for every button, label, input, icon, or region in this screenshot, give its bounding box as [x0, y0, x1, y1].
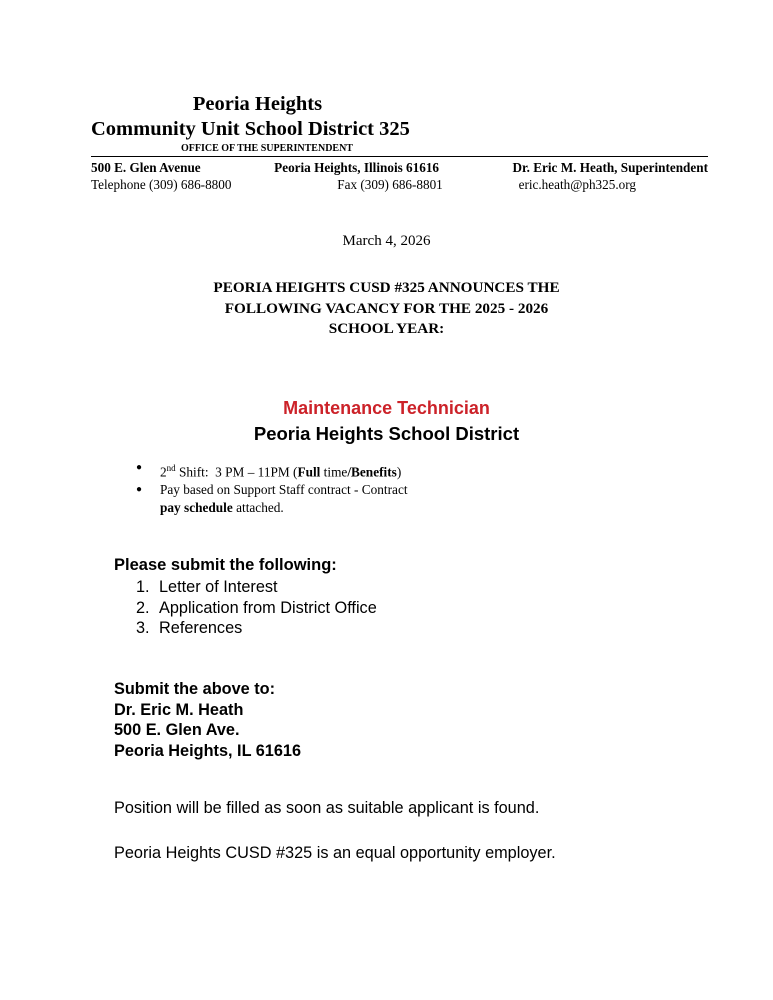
letterhead-address: 500 E. Glen Avenue — [91, 160, 201, 175]
closing-fill-note: Position will be filled as soon as suitable applicant is found. — [114, 799, 540, 817]
announcement-heading — [0, 278, 773, 340]
letterhead-office: OFFICE OF THE SUPERINTENDENT — [181, 143, 353, 154]
letter-date: March 4, 2026 — [342, 233, 431, 249]
list-item: 1. Letter of Interest — [136, 578, 278, 596]
letterhead-divider — [91, 156, 708, 157]
submit-to-block — [114, 679, 301, 761]
position-district: Peoria Heights School District — [253, 423, 520, 444]
letterhead-name-line2: Community Unit School District 325 — [91, 118, 410, 140]
letterhead-superintendent: Dr. Eric M. Heath, Superintendent — [512, 160, 708, 175]
detail-shift-text: 2nd Shift: 3 PM – 11PM (Full time/Benefits) — [160, 463, 402, 480]
list-item: 3. References — [136, 619, 243, 637]
detail-pay-line2: pay schedule attached. — [160, 500, 284, 516]
letterhead-telephone: Telephone (309) 686-8800 — [91, 177, 232, 192]
letterhead-fax: Fax (309) 686-8801 — [337, 177, 443, 192]
letterhead-name-line1: Peoria Heights — [192, 93, 323, 115]
letterhead-city: Peoria Heights, Illinois 61616 — [274, 160, 439, 175]
letterhead-email: eric.heath@ph325.org — [518, 177, 636, 192]
closing-eoe-note: Peoria Heights CUSD #325 is an equal opportunity employer. — [114, 844, 556, 862]
submit-to-name: Dr. Eric M. Heath — [114, 700, 244, 719]
position-details — [136, 459, 408, 517]
submit-to-city: Peoria Heights, IL 61616 — [114, 741, 302, 760]
position-title: Maintenance Technician — [283, 398, 490, 418]
detail-pay — [136, 481, 408, 499]
announcement-line3: SCHOOL YEAR: — [328, 320, 445, 337]
submit-heading: Please submit the following: — [114, 556, 337, 574]
announcement-line2: FOLLOWING VACANCY FOR THE 2025 - 2026 — [224, 299, 549, 317]
bullet-icon: ● — [136, 462, 143, 473]
detail-pay-line1: Pay based on Support Staff contract - Contract — [160, 482, 408, 498]
letterhead-contact-row — [91, 160, 708, 176]
submit-to-street: 500 E. Glen Ave. — [114, 721, 240, 739]
announcement-line1: PEORIA HEIGHTS CUSD #325 ANNOUNCES THE — [213, 279, 560, 296]
letterhead-phone-row — [91, 177, 708, 193]
detail-shift — [136, 459, 408, 481]
bullet-icon: ● — [136, 484, 143, 496]
submit-list — [136, 577, 377, 639]
list-item: 2. Application from District Office — [136, 598, 377, 617]
submit-to-heading: Submit the above to: — [114, 680, 276, 698]
